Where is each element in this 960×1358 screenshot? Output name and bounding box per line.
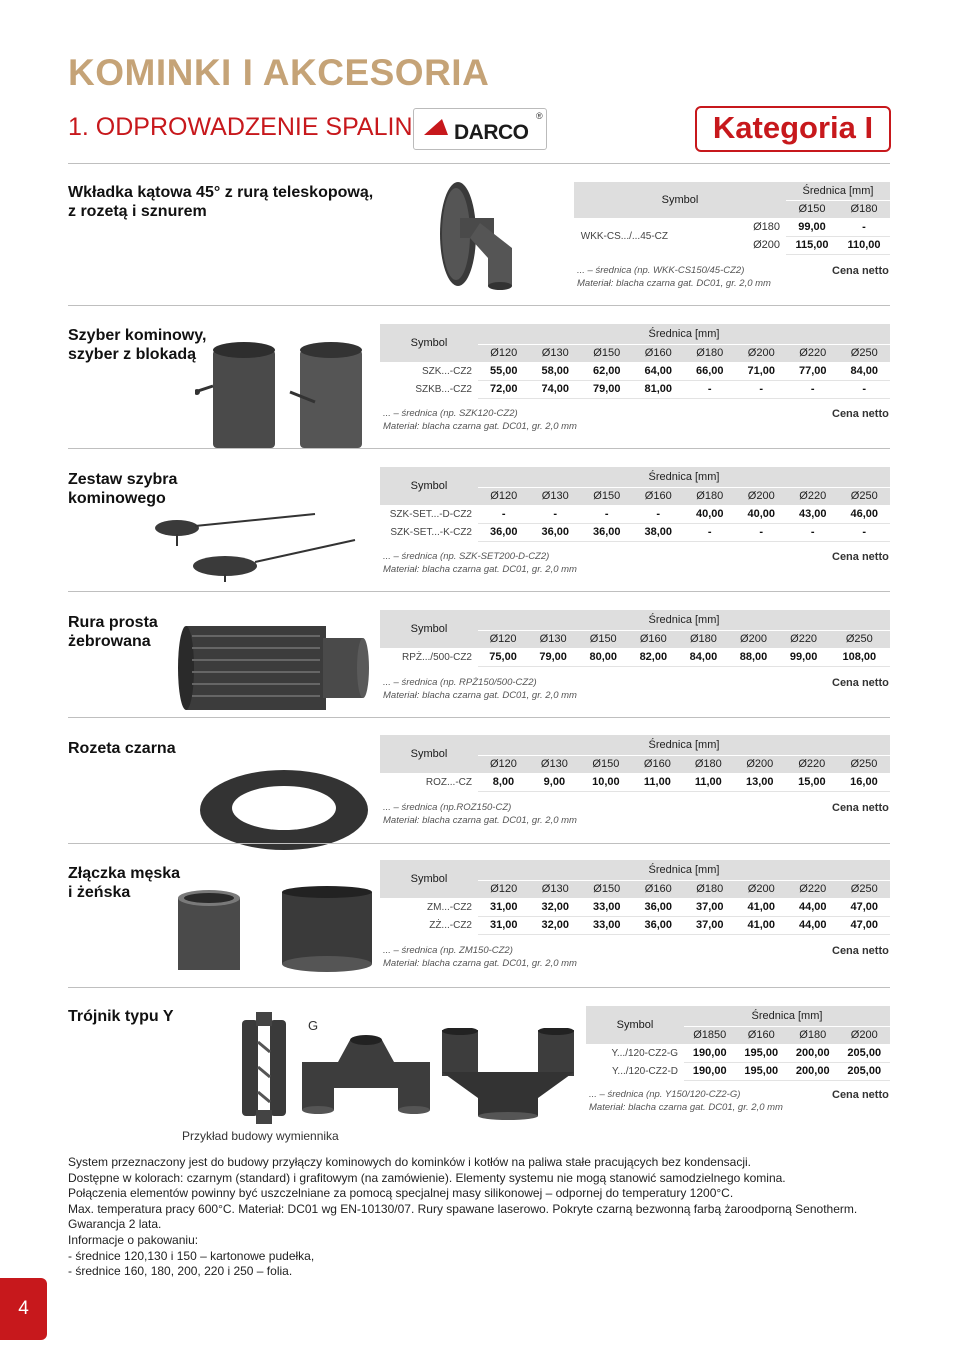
diameter-col: Ø120 [478, 344, 530, 362]
price-cell: 79,00 [581, 380, 633, 398]
price-cell: 31,00 [478, 898, 530, 916]
price-cell: 99,00 [779, 648, 829, 666]
symbol-header: Symbol [380, 324, 478, 362]
price-cell: 33,00 [581, 916, 633, 934]
price-cell: 37,00 [684, 898, 736, 916]
price-cell: - [787, 523, 839, 541]
price-cell: 38,00 [633, 523, 685, 541]
net-price-label: Cena netto [832, 265, 889, 277]
diameter-col: Ø150 [581, 487, 633, 505]
material-line: Materiał: blacha czarna gat. DC01, gr. 2,0 mm [383, 690, 577, 701]
price-cell: - [736, 523, 788, 541]
diameter-col: Ø200 [728, 630, 778, 648]
description-line: - średnice 160, 180, 200, 220 i 250 – folia. [68, 1264, 293, 1279]
diameter-col: Ø150 [578, 630, 628, 648]
logo-roof-icon [424, 119, 448, 135]
diameter-note [383, 676, 577, 702]
price-cell: 9,00 [529, 773, 580, 791]
description-line: Informacje o pakowaniu: [68, 1232, 199, 1247]
rozeta-product-image [196, 766, 372, 854]
logo-registered-mark: ® [536, 111, 543, 121]
net-price-label: Cena netto [832, 408, 889, 420]
section-title: Szyber kominowy, szyber z blokadą [68, 327, 207, 363]
description-line: Połączenia elementów powinny być uszczelniane za pomocą specjalnej masy silikonowej – odpornej do temperatury 1200°C. [68, 1186, 734, 1201]
note-line: ... – średnica (np. RPŻ150/500-CZ2) [383, 677, 537, 688]
price-cell: 33,00 [581, 898, 633, 916]
price-cell: 74,00 [530, 380, 582, 398]
price-cell: 32,00 [530, 898, 582, 916]
wkladka-product-image [420, 178, 530, 296]
symbol-header: Symbol [380, 860, 478, 898]
price-cell: 36,00 [530, 523, 582, 541]
diameter-col: Ø1850 [684, 1026, 736, 1044]
price-cell: 43,00 [787, 505, 839, 523]
diameter-col: Ø130 [530, 880, 582, 898]
net-price-label: Cena netto [832, 551, 889, 563]
product-code: SZK-SET...-D-CZ2 [380, 505, 478, 523]
price-cell: 36,00 [581, 523, 633, 541]
material-line: Materiał: blacha czarna gat. DC01, gr. 2,0 mm [383, 421, 577, 432]
diameter-col: Ø150 [581, 880, 633, 898]
price-cell: - [787, 380, 839, 398]
price-cell: 88,00 [728, 648, 778, 666]
zestaw-szybra-product-image [145, 506, 375, 584]
diameter-col: Ø200 [839, 1026, 891, 1044]
price-cell: 40,00 [684, 505, 736, 523]
price-table-trojnik [586, 1006, 890, 1081]
diameter-col: Ø130 [530, 344, 582, 362]
product-code: ZM...-CZ2 [380, 898, 478, 916]
net-price-label: Cena netto [832, 1089, 889, 1101]
material-line: Materiał: blacha czarna gat. DC01, gr. 2,0 mm [383, 815, 577, 826]
price-cell: 77,00 [787, 362, 839, 380]
price-cell: 36,00 [633, 916, 685, 934]
net-price-label: Cena netto [832, 677, 889, 689]
diameter-col: Ø250 [839, 344, 891, 362]
price-cell: 41,00 [736, 898, 788, 916]
description-line: Max. temperatura pracy 600°C. Materiał: DC01 wg EN-10130/07. Rury spawane laserowo. Pokryte czarną bezwonną farbą żaroodporną Senotherm. [68, 1201, 858, 1216]
diameter-col: Ø250 [839, 880, 891, 898]
price-cell: 37,00 [684, 916, 736, 934]
diameter-col: Ø200 [736, 487, 788, 505]
price-cell: 41,00 [736, 916, 788, 934]
diameter-col: Ø220 [787, 880, 839, 898]
diameter-header: Średnica [mm] [478, 610, 890, 630]
product-code: Y.../120-CZ2-G [586, 1044, 684, 1062]
diameter-col: Ø180 [683, 755, 734, 773]
price-cell: 81,00 [633, 380, 685, 398]
diameter-col: Ø120 [478, 630, 528, 648]
section-divider [68, 305, 890, 306]
price-cell: 190,00 [684, 1062, 736, 1080]
symbol-header: Symbol [380, 610, 478, 648]
note-line: ... – średnica (np. SZK-SET200-D-CZ2) [383, 551, 550, 562]
section-divider [68, 717, 890, 718]
price-cell: - [736, 380, 788, 398]
diameter-col: Ø160 [736, 1026, 788, 1044]
logo-text: DARCO [454, 121, 529, 144]
symbol-header: Symbol [380, 467, 478, 505]
header-divider [68, 163, 890, 164]
page-title: KOMINKI I AKCESORIA [68, 52, 490, 93]
symbol-header: Symbol [586, 1006, 684, 1044]
price-table-zlaczka [380, 860, 890, 935]
price-cell: 195,00 [736, 1044, 788, 1062]
price-cell: 200,00 [787, 1062, 839, 1080]
net-price-label: Cena netto [832, 802, 889, 814]
material-line: Materiał: blacha czarna gat. DC01, gr. 2,0 mm [577, 278, 771, 289]
price-cell: - [530, 505, 582, 523]
diameter-note [589, 1088, 783, 1114]
price-cell: 13,00 [734, 773, 786, 791]
price-cell: - [838, 218, 890, 236]
diameter-header: Średnica [mm] [684, 1006, 890, 1026]
diameter-col: Ø250 [839, 487, 891, 505]
price-cell: 40,00 [736, 505, 788, 523]
price-cell: 110,00 [838, 236, 890, 254]
note-line: ... – średnica (np. Y150/120-CZ2-G) [589, 1089, 741, 1100]
material-line: Materiał: blacha czarna gat. DC01, gr. 2,0 mm [383, 564, 577, 575]
exchanger-caption: Przykład budowy wymiennika [182, 1129, 339, 1143]
variant-g-label: G [308, 1018, 319, 1033]
diameter-col: Ø250 [829, 630, 890, 648]
price-cell: 66,00 [684, 362, 736, 380]
page-number: 4 [0, 1278, 47, 1340]
diameter-col: Ø180 [684, 344, 736, 362]
price-cell: 62,00 [581, 362, 633, 380]
price-cell: - [478, 505, 530, 523]
diameter-col: Ø150 [580, 755, 632, 773]
price-cell: 10,00 [580, 773, 632, 791]
note-line: ... – średnica (np. SZK120-CZ2) [383, 408, 518, 419]
diameter-col: Ø160 [632, 755, 683, 773]
product-code: WKK-CS.../...45-CZ [574, 218, 674, 254]
note-line: ... – średnica (np.ROZ150-CZ) [383, 802, 512, 813]
diameter-col: Ø180 [684, 880, 736, 898]
diameter-col: Ø160 [633, 487, 685, 505]
trojnik-g-product-image [298, 1032, 434, 1114]
price-cell: 200,00 [787, 1044, 839, 1062]
price-cell: 44,00 [787, 916, 839, 934]
price-cell: - [839, 523, 891, 541]
material-line: Materiał: blacha czarna gat. DC01, gr. 2,0 mm [589, 1102, 783, 1113]
diameter-col: Ø200 [736, 344, 788, 362]
price-cell: 55,00 [478, 362, 530, 380]
row-diameter: Ø180 [674, 218, 786, 236]
price-cell: 84,00 [839, 362, 891, 380]
price-cell: - [839, 380, 891, 398]
rura-zebrowana-product-image [178, 614, 373, 720]
price-cell: 80,00 [578, 648, 628, 666]
price-cell: - [581, 505, 633, 523]
diameter-col: Ø180 [678, 630, 728, 648]
zlaczka-product-image [176, 886, 376, 976]
section-title: Zestaw szybra kominowego [68, 471, 178, 507]
price-table-zestaw-szybra [380, 467, 890, 542]
product-code: SZK-SET...-K-CZ2 [380, 523, 478, 541]
category-badge: Kategoria I [695, 106, 891, 152]
price-cell: 195,00 [736, 1062, 788, 1080]
price-cell: - [684, 380, 736, 398]
diameter-header: Średnica [mm] [478, 860, 890, 880]
description-line: Dostępne w kolorach: czarnym (standard) i grafitowym (na zamówienie). Elementy systemu nie mogą stanowić samodzielnego komina. [68, 1170, 786, 1185]
price-cell: - [633, 505, 685, 523]
price-table-szyber [380, 324, 890, 399]
product-code: SZKB...-CZ2 [380, 380, 478, 398]
price-cell: 47,00 [839, 898, 891, 916]
price-cell: 79,00 [528, 648, 578, 666]
symbol-header: Symbol [380, 735, 478, 773]
section-divider [68, 591, 890, 592]
description-line: System przeznaczony jest do budowy przyłączy kominowych do kominków i kotłów na paliwa stałe pracujących bez kondensacji. [68, 1155, 751, 1169]
diameter-col: Ø220 [786, 755, 838, 773]
product-code: Y.../120-CZ2-D [586, 1062, 684, 1080]
price-cell: 44,00 [787, 898, 839, 916]
note-line: ... – średnica (np. ZM150-CZ2) [383, 945, 513, 956]
product-code: RPŻ.../500-CZ2 [380, 648, 478, 666]
wymiennik-example-image [232, 1012, 296, 1124]
diameter-col: Ø130 [530, 487, 582, 505]
diameter-col: Ø160 [628, 630, 678, 648]
price-cell: 32,00 [530, 916, 582, 934]
trojnik-d-product-image [438, 1028, 578, 1120]
diameter-col: Ø150 [786, 200, 838, 218]
diameter-col: Ø120 [478, 755, 529, 773]
price-cell: 64,00 [633, 362, 685, 380]
section-title: Wkładka kątowa 45° z rurą teleskopową, z rozetą i sznurem [68, 184, 374, 220]
price-cell: 205,00 [839, 1044, 891, 1062]
diameter-header: Średnica [mm] [786, 182, 890, 200]
note-line: ... – średnica (np. WKK-CS150/45-CZ2) [577, 265, 745, 276]
price-cell: 108,00 [829, 648, 890, 666]
diameter-col: Ø200 [734, 755, 786, 773]
diameter-note [383, 944, 577, 970]
section-title: Złączka męska i żeńska [68, 865, 181, 901]
price-cell: 16,00 [838, 773, 890, 791]
net-price-label: Cena netto [832, 945, 889, 957]
szyber-product-image [195, 340, 375, 452]
price-cell: 31,00 [478, 916, 530, 934]
price-cell: 36,00 [478, 523, 530, 541]
price-cell: 11,00 [632, 773, 683, 791]
price-table-wkladka [574, 182, 890, 255]
diameter-col: Ø160 [633, 344, 685, 362]
price-table-rura-zebrowana [380, 610, 890, 667]
price-cell: 99,00 [786, 218, 838, 236]
diameter-header: Średnica [mm] [478, 735, 890, 755]
diameter-header: Średnica [mm] [478, 467, 890, 487]
diameter-note [383, 550, 577, 576]
section-divider [68, 987, 890, 988]
diameter-col: Ø130 [528, 630, 578, 648]
price-cell: 46,00 [839, 505, 891, 523]
price-cell: 72,00 [478, 380, 530, 398]
price-cell: 115,00 [786, 236, 838, 254]
price-cell: 47,00 [839, 916, 891, 934]
material-line: Materiał: blacha czarna gat. DC01, gr. 2,0 mm [383, 958, 577, 969]
price-cell: 75,00 [478, 648, 528, 666]
row-diameter: Ø200 [674, 236, 786, 254]
diameter-note [383, 801, 577, 827]
diameter-col: Ø120 [478, 487, 530, 505]
section-title: Rozeta czarna [68, 740, 176, 757]
diameter-col: Ø250 [838, 755, 890, 773]
section-divider [68, 843, 890, 844]
description-line: Gwarancja 2 lata. [68, 1217, 162, 1232]
section-divider [68, 448, 890, 449]
section-title: Trójnik typu Y [68, 1008, 174, 1025]
diameter-col: Ø180 [787, 1026, 839, 1044]
diameter-col: Ø150 [581, 344, 633, 362]
system-description [68, 1155, 890, 1280]
price-cell: - [684, 523, 736, 541]
diameter-col: Ø180 [838, 200, 890, 218]
diameter-col: Ø180 [684, 487, 736, 505]
diameter-header: Średnica [mm] [478, 324, 890, 344]
diameter-col: Ø160 [633, 880, 685, 898]
price-cell: 11,00 [683, 773, 734, 791]
section-title: Rura prosta żebrowana [68, 614, 158, 650]
price-cell: 36,00 [633, 898, 685, 916]
price-cell: 71,00 [736, 362, 788, 380]
diameter-col: Ø130 [529, 755, 580, 773]
diameter-note [383, 407, 577, 433]
product-code: ROZ...-CZ [380, 773, 478, 791]
price-cell: 205,00 [839, 1062, 891, 1080]
diameter-col: Ø120 [478, 880, 530, 898]
product-code: ZŻ...-CZ2 [380, 916, 478, 934]
diameter-col: Ø220 [779, 630, 829, 648]
description-line: - średnice 120,130 i 150 – kartonowe pudełka, [68, 1248, 315, 1263]
diameter-col: Ø220 [787, 487, 839, 505]
diameter-note [577, 264, 771, 290]
price-cell: 82,00 [628, 648, 678, 666]
price-table-rozeta [380, 735, 890, 792]
price-cell: 190,00 [684, 1044, 736, 1062]
symbol-header: Symbol [574, 182, 786, 218]
price-cell: 84,00 [678, 648, 728, 666]
product-code: SZK...-CZ2 [380, 362, 478, 380]
section-subtitle: 1. ODPROWADZENIE SPALIN [68, 113, 413, 141]
darco-logo [413, 108, 547, 150]
price-cell: 58,00 [530, 362, 582, 380]
price-cell: 8,00 [478, 773, 529, 791]
price-cell: 15,00 [786, 773, 838, 791]
diameter-col: Ø220 [787, 344, 839, 362]
diameter-col: Ø200 [736, 880, 788, 898]
